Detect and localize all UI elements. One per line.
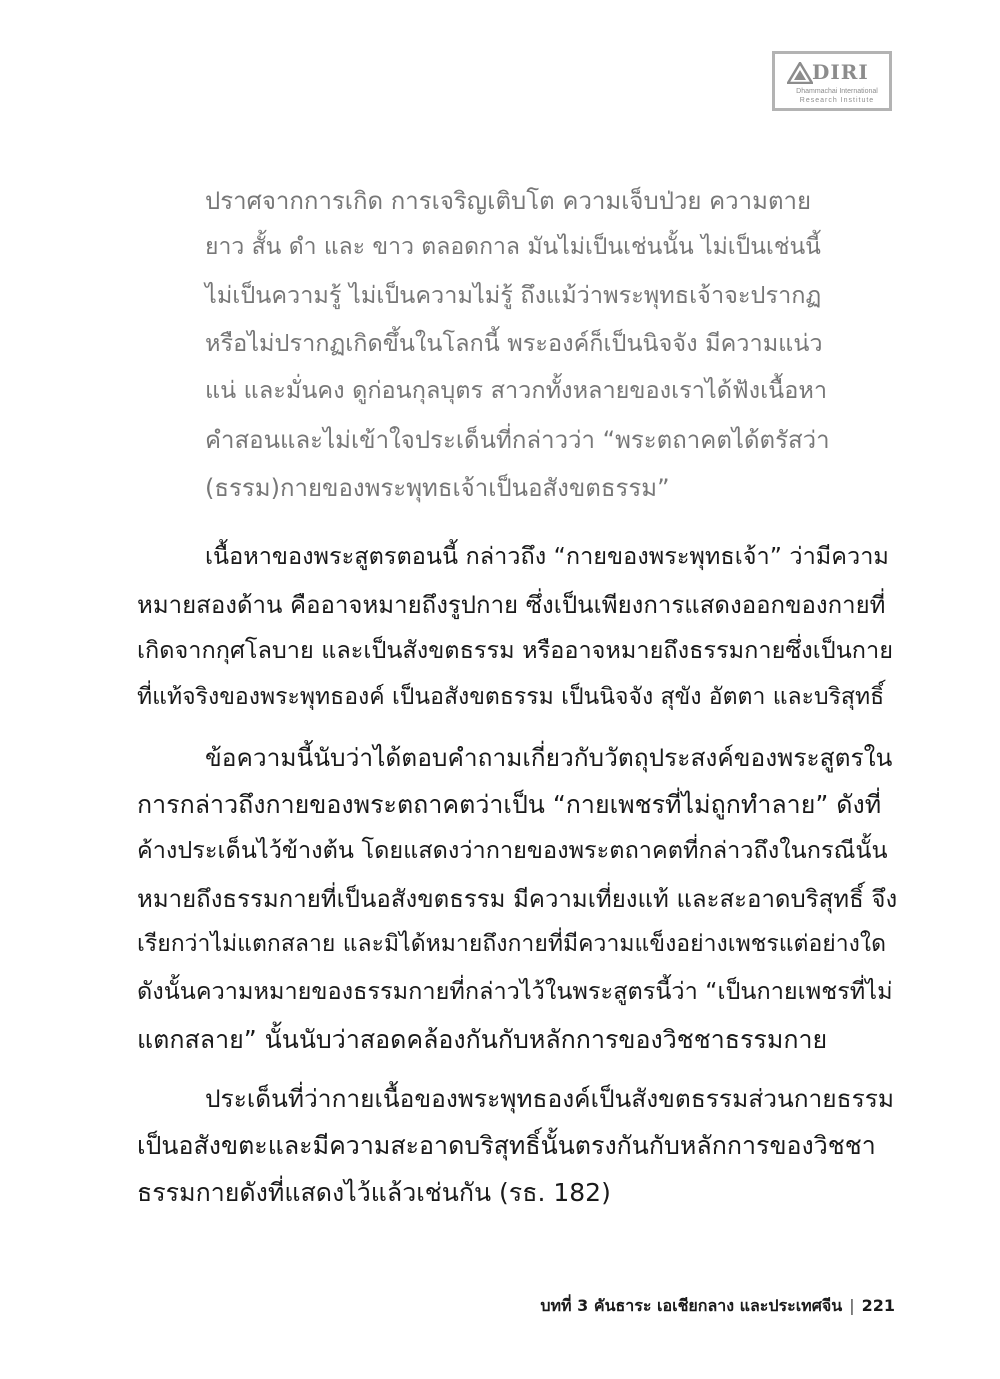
chapter-title: บทที่ 3 คันธาระ เอเชียกลาง และประเทศจีน: [540, 1296, 843, 1315]
paragraph-line: เรียกว่าไม่แตกสลาย และมิได้หมายถึงกายที่มีความแข็งอย่างเพชรแต่อย่างใด: [137, 931, 887, 957]
diri-logo: [772, 51, 892, 111]
quote-line: คำสอนและไม่เข้าใจประเด็นที่กล่าวว่า “พระตถาคตได้ตรัสว่า: [205, 426, 830, 454]
paragraph-line: แตกสลาย” นั้นนับว่าสอดคล้องกันกับหลักการของวิชชาธรรมกาย: [137, 1025, 828, 1054]
quote-line: แน่ และมั่นคง ดูก่อนกุลบุตร สาวกทั้งหลายของเราได้ฟังเนื้อหา: [205, 376, 828, 404]
quote-line: หรือไม่ปรากฏเกิดขึ้นในโลกนี้ พระองค์ก็เป็นนิจจัง มีความแน่ว: [205, 329, 823, 357]
page-footer: [0, 1294, 895, 1319]
paragraph-line: ประเด็นที่ว่ากายเนื้อของพระพุทธองค์เป็นสังขตธรรมส่วนกายธรรม: [205, 1084, 895, 1113]
quote-line: (ธรรม)กายของพระพุทธเจ้าเป็นอสังขตธรรม”: [205, 474, 670, 502]
triangle-logo-icon: [787, 62, 813, 84]
paragraph-line: เนื้อหาของพระสูตรตอนนี้ กล่าวถึง “กายของพระพุทธเจ้า” ว่ามีความ: [205, 542, 889, 570]
paragraph-line: หมายถึงธรรมกายที่เป็นอสังขตธรรม มีความเที่ยงแท้ และสะอาดบริสุทธิ์ จึง: [137, 885, 898, 913]
paragraph-line: การกล่าวถึงกายของพระตถาคตว่าเป็น “กายเพชรที่ไม่ถูกทำลาย” ดังที่: [137, 790, 882, 819]
quote-line: ยาว สั้น ดำ และ ขาว ตลอดกาล มันไม่เป็นเช่นนั้น ไม่เป็นเช่นนี้: [205, 234, 821, 260]
quote-line: ไม่เป็นความรู้ ไม่เป็นความไม่รู้ ถึงแม้ว่าพระพุทธเจ้าจะปรากฏ: [205, 281, 822, 309]
quote-line: ปราศจากการเกิด การเจริญเติบโต ความเจ็บป่วย ความตาย: [205, 187, 812, 215]
paragraph-line: ค้างประเด็นไว้ข้างต้น โดยแสดงว่ากายของพระตถาคตที่กล่าวถึงในกรณีนั้น: [137, 836, 888, 864]
footer-separator: |: [849, 1296, 855, 1315]
paragraph-line: เป็นอสังขตะและมีความสะอาดบริสุทธิ์นั้นตรงกันกับหลักการของวิชชา: [137, 1131, 876, 1160]
paragraph-line: ดังนั้นความหมายของธรรมกายที่กล่าวไว้ในพระสูตรนี้ว่า “เป็นกายเพชรที่ไม่: [137, 977, 893, 1005]
logo-brand-text: DIRI: [812, 60, 869, 84]
paragraph-line: เกิดจากกุศโลบาย และเป็นสังขตธรรม หรืออาจหมายถึงธรรมกายซึ่งเป็นกาย: [137, 636, 893, 664]
paragraph-line: หมายสองด้าน คืออาจหมายถึงรูปกาย ซึ่งเป็นเพียงการแสดงออกของกายที่: [137, 591, 886, 619]
paragraph-line: ข้อความนี้นับว่าได้ตอบคำถามเกี่ยวกับวัตถุประสงค์ของพระสูตรใน: [205, 743, 893, 772]
logo-subtitle-line1: Dhammachai International: [796, 88, 878, 95]
paragraph-line: ที่แท้จริงของพระพุทธองค์ เป็นอสังขตธรรม เป็นนิจจัง สุขัง อัตตา และบริสุทธิ์: [137, 684, 885, 710]
page-number: 221: [861, 1296, 895, 1315]
logo-subtitle-line2: Research Institute: [799, 97, 875, 104]
paragraph-line: ธรรมกายดังที่แสดงไว้แล้วเช่นกัน (รธ. 182): [137, 1178, 611, 1207]
